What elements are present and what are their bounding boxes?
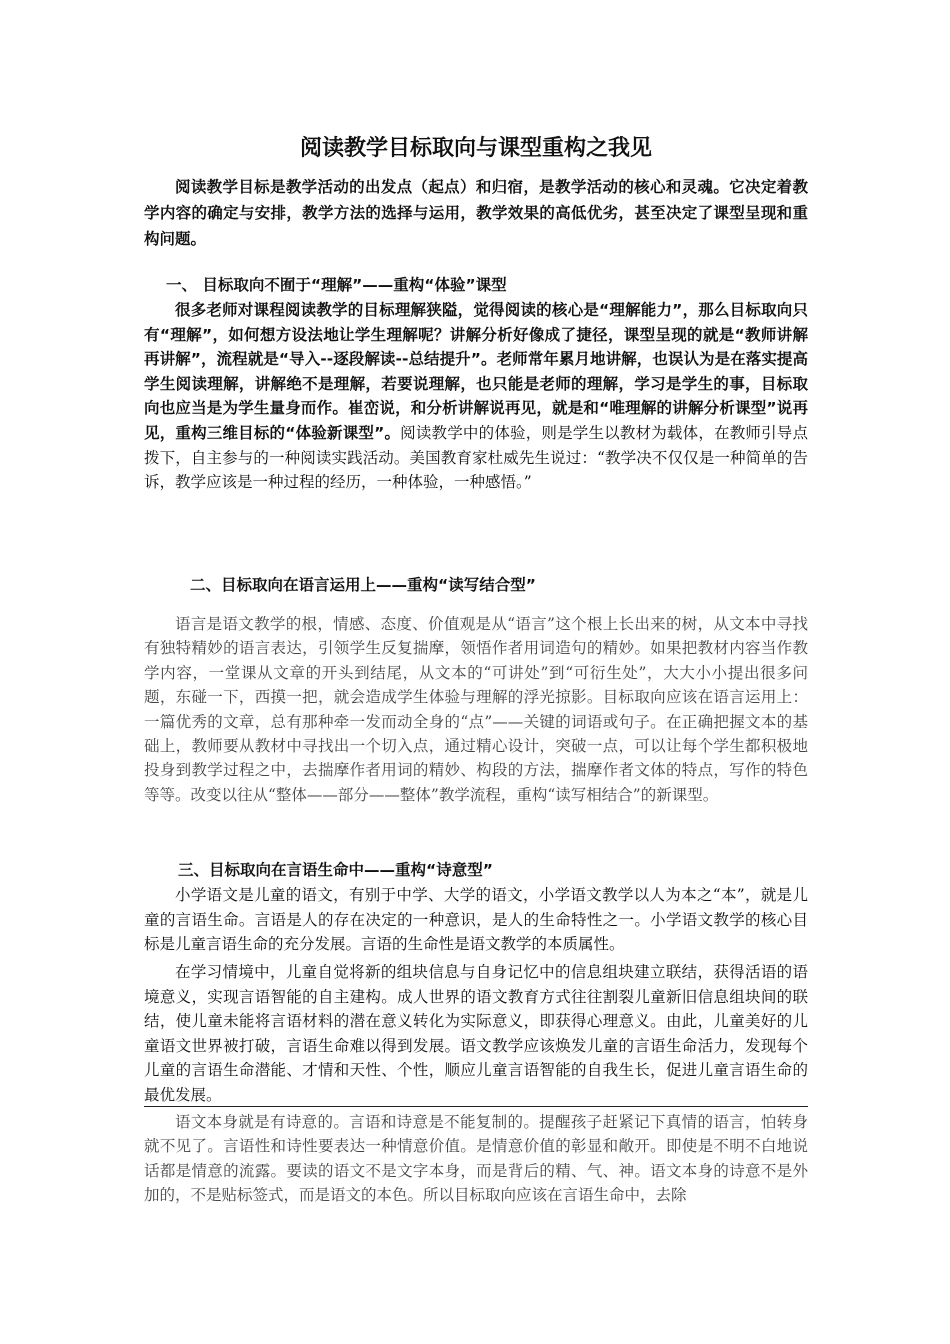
section1-heading: 一、 目标取向不囿于“理解”——重构“体验”课型 <box>166 276 507 294</box>
horizontal-rule <box>144 1106 808 1107</box>
section3-paragraph-2: 在学习情境中，儿童自觉将新的组块信息与自身记忆中的信息组块建立联结，获得活语的语境意义，实现言语智能的自主建构。成人世界的语文教育方式往往割裂儿童新旧信息组块间的联结，使儿童未能将言语材料的潜在意义转化为实际意义，即获得心理意义。由此，儿童美好的儿童语文世界被打破，言语生命难以得到发展。语文教学应该焕发儿童的言语生命活力，发现每个儿童的言语生命潜能、才情和天性、个性，顺应儿童言语智能的自我生长，促进儿童言语生命的最优发展。 <box>144 963 808 1104</box>
section1-paragraph <box>144 298 808 495</box>
intro-paragraph: 阅读教学目标是教学活动的出发点（起点）和归宿，是教学活动的核心和灵魂。它决定着教学内容的确定与安排，教学方法的选择与运用，教学效果的高低优劣，甚至决定了课型呈现和重构问题。 <box>144 178 808 248</box>
section1-paragraph-bold: 很多老师对课程阅读教学的目标理解狭隘，觉得阅读的核心是“理解能力”，那么目标取向只有“理解”，如何想方设法地让学生理解呢？讲解分析好像成了捷径，课型呈现的就是“教师讲解再讲解”，流程就是“导入--逐段解读--总结提升”。老师常年累月地讲解，也误认为是在落实提高学生阅读理解，讲解绝不是理解，若要说理解，也只能是老师的理解，学习是学生的事，目标取向也应当是为学生量身而作。崔峦说，和分析讲解说再见，就是和“唯理解的讲解分析课型”说再见，重构三维目标的“体验新课型”。 <box>144 301 808 442</box>
section2-paragraph: 语言是语文教学的根，情感、态度、价值观是从“语言”这个根上长出来的树，从文本中寻找有独特精妙的语言表达，引领学生反复揣摩，领悟作者用词造句的精妙。如果把教材内容当作教学内容，一堂课从文章的开头到结尾，从文本的“可讲处”到“可衍生处”，大大小小提出很多问题，东碰一下，西摸一把，就会造成学生体验与理解的浮光掠影。目标取向应该在语言运用上：一篇优秀的文章，总有那种牵一发而动全身的“点”——关键的词语或句子。在正确把握文本的基础上，教师要从教材中寻找出一个切入点，通过精心设计，突破一点，可以让每个学生都积极地投身到教学过程之中，去揣摩作者用词的精妙、构段的方法，揣摩作者文体的特点，写作的特色等等。改变以往从“整体——部分——整体”教学流程，重构“读写相结合”的新课型。 <box>144 615 808 804</box>
section2-heading: 二、目标取向在语言运用上——重构“读写结合型” <box>190 576 536 594</box>
section1-paragraph-normal: 阅读教学中的体验，则是学生以教材为载体，在教师引导点拨下，自主参与的一种阅读实践活动。美国教育家杜威先生说过：“教学决不仅仅是一种简单的告诉，教学应该是一种过程的经历，一种体验，一种感悟。” <box>144 423 808 492</box>
document-title: 阅读教学目标取向与课型重构之我见 <box>299 136 652 161</box>
section3-heading: 三、目标取向在言语生命中——重构“诗意型” <box>178 861 493 879</box>
section3-paragraph-1: 小学语文是儿童的语文，有别于中学、大学的语文，小学语文教学以人为本之“本”，就是儿童的言语生命。言语是人的存在决定的一种意识，是人的生命特性之一。小学语文教学的核心目标是儿童言语生命的充分发展。言语的生命性是语文教学的本质属性。 <box>144 886 808 954</box>
section3-paragraph-3: 语文本身就是有诗意的。言语和诗意是不能复制的。提醒孩子赶紧记下真情的语言，怕转身就不见了。言语性和诗性要表达一种情意价值。是情意价值的彰显和敞开。即使是不明不白地说话都是情意的流露。要读的语文不是文字本身，而是背后的精、气、神。语文本身的诗意不是外加的，不是贴标签式，而是语文的本色。所以目标取向应该在言语生命中，去除 <box>144 1113 808 1205</box>
